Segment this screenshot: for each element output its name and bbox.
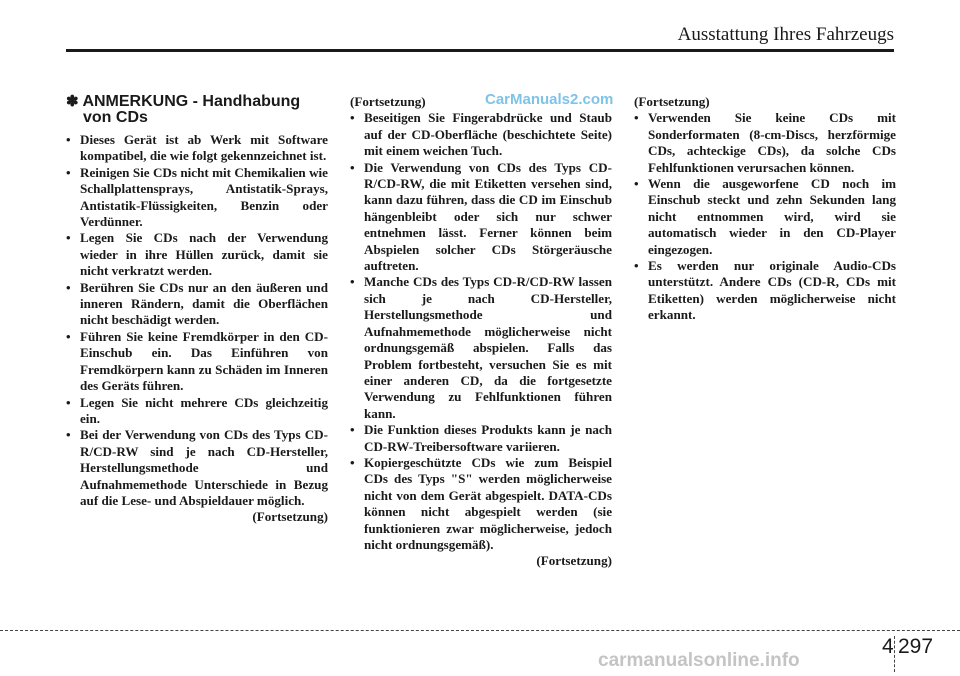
continued-heading: (Fortsetzung)	[350, 94, 426, 109]
list-item: • Beseitigen Sie Fingerabdrücke und Staub auf der CD-Oberfläche (beschichtete Seite) mit einem weichen Tuch.	[350, 110, 612, 159]
note-title-text: ANMERKUNG - Handhabung von CDs	[82, 93, 301, 126]
page-header-title: Ausstattung Ihres Fahrzeugs	[677, 24, 894, 45]
carmanuals-watermark: CarManuals2.com	[485, 91, 614, 108]
list-item: • Bei der Verwendung von CDs des Typs CD-R/CD-RW sind je nach CD-Hersteller, Herstellungsmethode und Aufnahmemethode Unterschiede in Bezug auf die Lese- und Abspieldauer möglich.	[66, 427, 328, 509]
list-item: • Wenn die ausgeworfene CD noch im Einschub steckt und zehn Sekunden lang nicht entnommen wird, wird sie automatisch wieder in den CD-Player eingezogen.	[634, 176, 896, 258]
list-item: • Manche CDs des Typs CD-R/CD-RW lassen sich je nach CD-Hersteller, Herstellungsmethode und Aufnahmemethode möglicherweise nicht ordnungsgemäß abspielen. Falls das Problem fortbesteht, versuchen Sie es mit einer anderen CD, da die fortgesetzte Verwendung zu Fehlfunktionen führen kann.	[350, 274, 612, 422]
chapter-number: 4	[882, 635, 894, 658]
column-1	[66, 94, 328, 526]
note-heading	[66, 94, 328, 126]
list-item: • Legen Sie nicht mehrere CDs gleichzeitig ein.	[66, 395, 328, 428]
note-list	[350, 110, 612, 553]
list-item: • Legen Sie CDs nach der Verwendung wieder in ihre Hüllen zurück, damit sie nicht verkratzt werden.	[66, 230, 328, 279]
list-item: • Verwenden Sie keine CDs mit Sonderformaten (8-cm-Discs, herzförmige CDs, achteckige CDs), da solche CDs Fehlfunktionen verursachen können.	[634, 110, 896, 176]
page-number-separator	[894, 636, 895, 672]
note-star-icon: ✽	[66, 93, 79, 110]
list-item: • Führen Sie keine Fremdkörper in den CD-Einschub ein. Das Einführen von Fremdkörpern kann zu Schäden im Inneren des Geräts führen.	[66, 329, 328, 395]
note-list	[634, 110, 896, 323]
continued-label: (Fortsetzung)	[536, 553, 612, 569]
list-item: • Berühren Sie CDs nur an den äußeren und inneren Rändern, damit die Oberflächen nicht beschädigt werden.	[66, 280, 328, 329]
list-item: • Kopiergeschützte CDs wie zum Beispiel CDs des Typs "S" werden möglicherweise nicht von dem Gerät abgespielt. DATA-CDs können nicht abgespielt werden (sie funktionieren zwar möglicherweise, jedoch nicht ordnungsgemäß).	[350, 455, 612, 553]
column-2	[350, 94, 612, 570]
list-item: • Dieses Gerät ist ab Werk mit Software kompatibel, die wie folgt gekennzeichnet ist.	[66, 132, 328, 165]
continued-label: (Fortsetzung)	[252, 509, 328, 525]
list-item: • Die Verwendung von CDs des Typs CD-R/CD-RW, die mit Etiketten versehen sind, kann dazu führen, dass die CD im Einschub hängenbleibt oder sich nur schwer entnehmen lässt. Ferner können beim Abspielen solcher CDs Störgeräusche auftreten.	[350, 160, 612, 275]
list-item: • Reinigen Sie CDs nicht mit Chemikalien wie Schallplattensprays, Antistatik-Sprays, Antistatik-Flüssigkeiten, Benzin oder Verdünner.	[66, 165, 328, 231]
footer-rule	[0, 630, 960, 631]
page-number: 297	[898, 635, 934, 658]
header-rule	[66, 49, 894, 52]
list-item: • Die Funktion dieses Produkts kann je nach CD-RW-Treibersoftware variieren.	[350, 422, 612, 455]
note-list	[66, 132, 328, 509]
list-item: • Es werden nur originale Audio-CDs unterstützt. Andere CDs (CD-R, CDs mit Etiketten) werden möglicherweise nicht erkannt.	[634, 258, 896, 324]
column-3	[634, 94, 896, 324]
site-watermark: carmanualsonline.info	[598, 650, 800, 671]
continued-heading: (Fortsetzung)	[634, 94, 710, 109]
